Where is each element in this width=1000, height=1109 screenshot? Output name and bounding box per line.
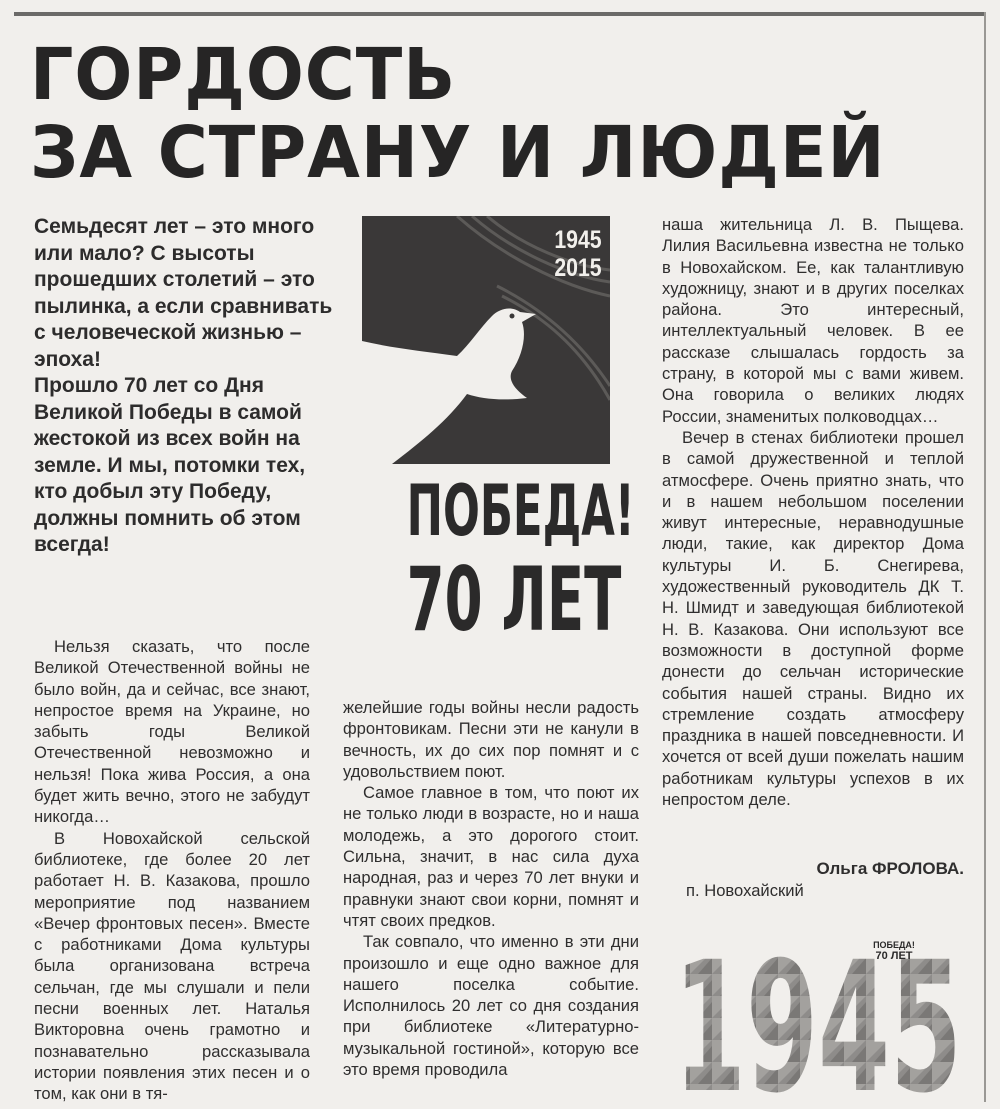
lead-text-1: Семьдесят лет – это много или мало? С высоты прошедших столетий – это пылинка, а если сравнивать с человеческой жизнью – эпоха! — [34, 215, 333, 371]
mini-logo-line-2: 70 ЛЕТ — [875, 950, 913, 962]
lead-paragraph — [34, 214, 334, 559]
decor-big-year — [668, 930, 968, 1100]
column-1 — [34, 636, 310, 1105]
dove-eye — [510, 314, 515, 319]
headline-line-1: ГОРДОСТЬ — [30, 33, 457, 116]
headline — [30, 33, 932, 194]
column-2-paragraph-2: Самое главное в том, что поют их не только люди в возрасте, но и наша молодежь, а это дорогого стоит. Сильна, значит, в нас сила духа народная, раз и через 70 лет внуки и правнуки знают свои корни, помнят и чтят своих предков. — [343, 783, 639, 930]
column-2-paragraph-1: желейшие годы войны несли радость фронтовикам. Песни эти не канули в вечность, их до сих пор помнят и с удовольствием поют. — [343, 698, 639, 781]
decor-big-year-text: 1945 — [674, 930, 962, 1100]
column-1-paragraph-2: В Новохайской сельской библиотеке, где более 20 лет работает Н. В. Казакова, прошло мероприятие под названием «Вечер фронтовых песен». Вместе с работниками Дома культуры была организована встреча сельчан, где мы слушали и пели песни военных лет. Наталья Викторовна очень грамотно и познавательно рассказывала истории появления этих песен и о том, как они в тя- — [34, 828, 310, 1104]
logo-year-start: 1945 — [554, 226, 602, 254]
column-3 — [662, 214, 964, 810]
headline-line-2: ЗА СТРАНУ И ЛЮДЕЙ — [30, 111, 886, 194]
right-border — [984, 12, 986, 1102]
lead-text-2: Прошло 70 лет со Дня Великой Победы в самой жестокой из всех войн на земле. И мы, потомки тех, кто добыл эту Победу, должны помнить об этом всегда! — [34, 374, 306, 556]
top-rule — [14, 12, 986, 16]
column-1-paragraph-1: Нельзя сказать, что после Великой Отечественной войны не было войн, да и сейчас, все знают, непростое время на Украине, но забыть годы Великой Отечественной невозможно и нельзя! Пока жива Россия, а она будет жить вечно, этого не забудут никогда… — [34, 637, 310, 827]
mini-logo-line-1: ПОБЕДА! — [873, 940, 915, 950]
mini-victory-logo — [872, 940, 916, 962]
column-2-paragraph-3: Так совпало, что именно в эти дни произошло и еще одно важное для нашего поселка событие. Исполнилось 20 лет со дня создания при библиотеке «Литературно-музыкальной гостиной», которую все это время проводила — [343, 932, 639, 1080]
logo-year-end: 2015 — [554, 254, 602, 282]
author-signature: Ольга ФРОЛОВА. — [816, 859, 964, 878]
author-place: п. Новохайский — [686, 881, 804, 900]
column-3-paragraph-1: наша жительница Л. В. Пыщева. Лилия Васильевна известна не только в Новохайском. Ее, как талантливую художницу, знают и в других поселках района. Это интересный, интеллектуальный человек. В ее рассказе слышалась гордость за страну, в которой мы с вами живем. Она говорила о великих людях России, знаменитых полководцах… — [662, 215, 964, 426]
victory-title-line-2: 70 ЛЕТ — [406, 548, 622, 651]
victory-logo — [362, 216, 610, 464]
column-2 — [343, 697, 639, 1080]
victory-title-line-1: ПОБЕДА! — [406, 470, 635, 552]
column-3-paragraph-2: Вечер в стенах библиотеки прошел в самой дружественной и теплой атмосфере. Очень приятно знать, что и в нашем небольшом поселении живут интересные, неравнодушные люди, такие, как директор Дома культуры И. Б. Снегирева, художественный руководитель ДК Т. Н. Шмидт и заведующая библиотекой Н. В. Казакова. Они используют все возможности в доступной форме донести до сельчан исторические события нашей страны. Видно их стремление создать атмосферу праздника в нашей повседневности. И хочется от всей души пожелать нашим работникам культуры успехов в их непростом деле. — [662, 427, 964, 810]
victory-title — [358, 470, 635, 651]
